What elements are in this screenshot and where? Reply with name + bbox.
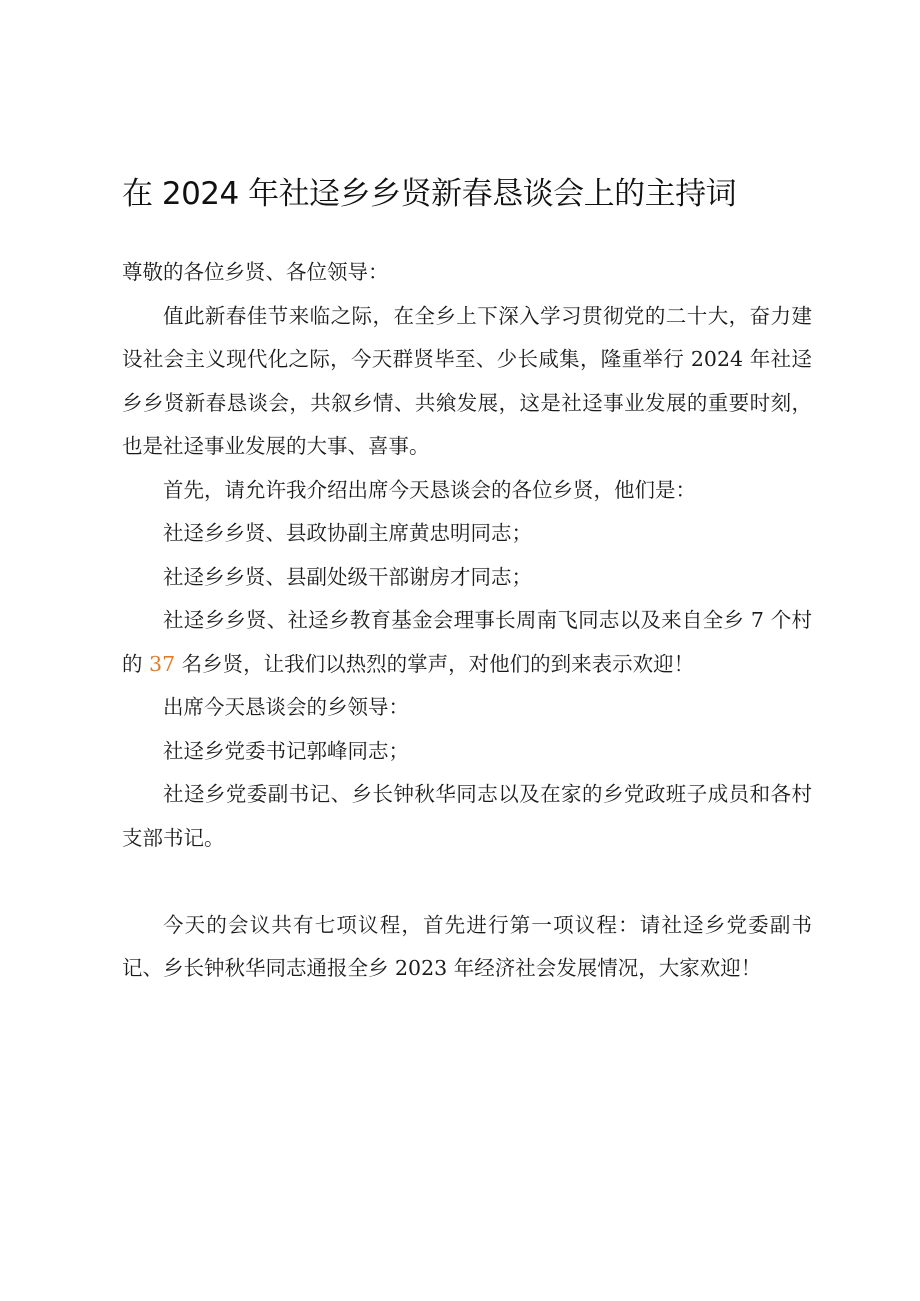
paragraph-leader-zhong: 社迳乡党委副书记、乡长钟秋华同志以及在家的乡党政班子成员和各村支部书记。	[122, 782, 812, 850]
paragraph-guest-zhou	[122, 599, 812, 686]
paragraph-introduction: 首先，请允许我介绍出席今天恳谈会的各位乡贤，他们是：	[163, 477, 696, 502]
paragraph-guest-zhou-part1: 社迳乡乡贤、社迳乡教育基金会理事长周南飞同志以及来自全乡 7 个村的	[122, 608, 812, 676]
paragraph-leaders-heading: 出席今天恳谈会的乡领导：	[163, 695, 409, 719]
paragraph-guest-huang: 社迳乡乡贤、县政协副主席黄忠明同志；	[163, 521, 532, 545]
paragraph-leader-guo: 社迳乡党委书记郭峰同志；	[163, 738, 409, 763]
paragraph-agenda: 今天的会议共有七项议程，首先进行第一项议程：请社迳乡党委副书记、乡长钟秋华同志通报全乡 2023 年经济社会发展情况，大家欢迎！	[122, 912, 812, 980]
highlighted-number: 37	[149, 651, 176, 676]
paragraph-guest-xie: 社迳乡乡贤、县副处级干部谢房才同志；	[163, 564, 532, 589]
paragraph-guest-zhou-part2: 名乡贤，让我们以热烈的掌声，对他们的到来表示欢迎！	[175, 651, 695, 676]
paragraph-gap	[122, 860, 812, 904]
paragraph-opening: 值此新春佳节来临之际，在全乡上下深入学习贯彻党的二十大，奋力建设社会主义现代化之际，今天群贤毕至、少长咸集，隆重举行 2024 年社迳乡乡贤新春恳谈会，共叙乡情、共飨发展，这是社迳事业发展的重要时刻，也是社迳事业发展的大事、喜事。	[122, 303, 812, 458]
document-body	[122, 251, 812, 991]
salutation: 尊敬的各位乡贤、各位领导：	[122, 260, 389, 284]
document-title: 在 2024 年社迳乡乡贤新春恳谈会上的主持词	[122, 176, 737, 212]
